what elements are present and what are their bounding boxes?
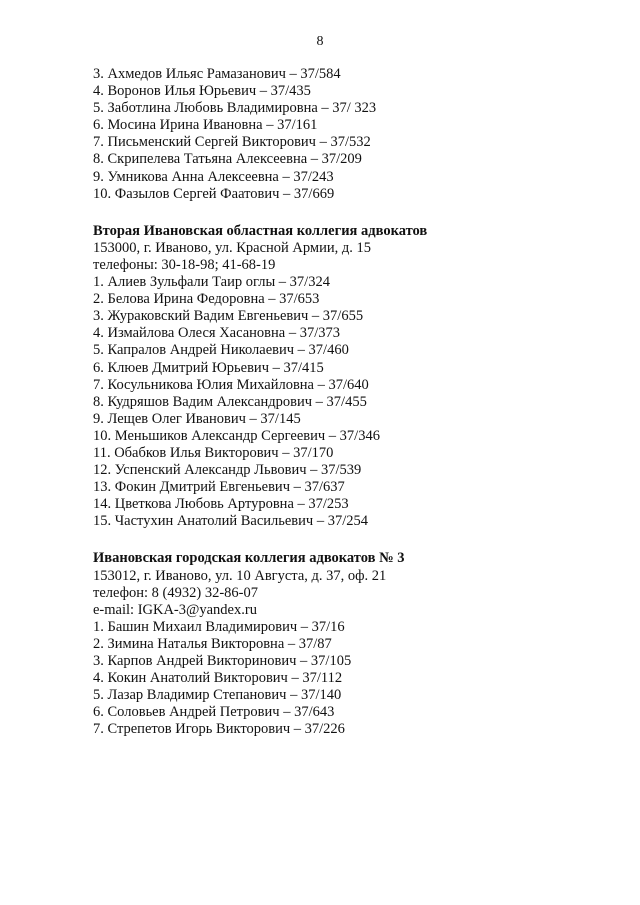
list-item: 5. Заботлина Любовь Владимировна – 37/ 323 bbox=[93, 100, 377, 117]
section-address: 153000, г. Иваново, ул. Красной Армии, д. 15 bbox=[93, 239, 371, 256]
list-item: 3. Жураковский Вадим Евгеньевич – 37/655 bbox=[93, 308, 364, 325]
list-item: 6. Клюев Дмитрий Юрьевич – 37/415 bbox=[93, 359, 324, 376]
list-item: 12. Успенский Александр Львович – 37/539 bbox=[93, 462, 362, 479]
section-spacer bbox=[93, 530, 613, 550]
list-item: 4. Воронов Илья Юрьевич – 37/435 bbox=[93, 83, 311, 100]
continued-member-list bbox=[93, 66, 613, 203]
section-second-regional-bar bbox=[93, 223, 613, 531]
section-spacer bbox=[93, 203, 613, 223]
list-item: 5. Капралов Андрей Николаевич – 37/460 bbox=[93, 342, 349, 359]
list-item: 14. Цветкова Любовь Артуровна – 37/253 bbox=[93, 496, 349, 513]
list-item: 2. Зимина Наталья Викторовна – 37/87 bbox=[93, 635, 332, 652]
list-item: 9. Умникова Анна Алексеевна – 37/243 bbox=[93, 168, 334, 185]
list-item: 7. Косульникова Юлия Михайловна – 37/640 bbox=[93, 376, 369, 393]
list-item: 11. Обабков Илья Викторович – 37/170 bbox=[93, 444, 334, 461]
list-item: 13. Фокин Дмитрий Евгеньевич – 37/637 bbox=[93, 479, 345, 496]
section-email: e-mail: IGKA-3@yandex.ru bbox=[93, 601, 257, 618]
list-item: 3. Ахмедов Ильяс Рамазанович – 37/584 bbox=[93, 66, 341, 82]
list-item: 10. Меньшиков Александр Сергеевич – 37/346 bbox=[93, 427, 380, 444]
list-item: 4. Кокин Анатолий Викторович – 37/112 bbox=[93, 670, 343, 687]
list-item: 8. Скрипелева Татьяна Алексеевна – 37/209 bbox=[93, 151, 362, 168]
page-number: 8 bbox=[316, 34, 324, 49]
list-item: 7. Письменский Сергей Викторович – 37/532 bbox=[93, 134, 371, 151]
section-phone: телефон: 8 (4932) 32-86-07 bbox=[93, 584, 258, 601]
list-item: 5. Лазар Владимир Степанович – 37/140 bbox=[93, 687, 342, 704]
document-body bbox=[93, 66, 613, 738]
section-title: Ивановская городская коллегия адвокатов № 3 bbox=[93, 550, 405, 567]
list-item: 4. Измайлова Олеся Хасановна – 37/373 bbox=[93, 325, 340, 342]
list-item: 10. Фазылов Сергей Фаатович – 37/669 bbox=[93, 185, 335, 202]
list-item: 2. Белова Ирина Федоровна – 37/653 bbox=[93, 291, 320, 308]
section-address: 153012, г. Иваново, ул. 10 Августа, д. 37, оф. 21 bbox=[93, 567, 387, 584]
list-item: 3. Карпов Андрей Викторинович – 37/105 bbox=[93, 653, 352, 669]
list-item: 7. Стрепетов Игорь Викторович – 37/226 bbox=[93, 721, 345, 738]
list-item: 9. Лещев Олег Иванович – 37/145 bbox=[93, 410, 301, 427]
section-title: Вторая Ивановская областная коллегия адвокатов bbox=[93, 222, 428, 239]
list-item: 1. Башин Михаил Владимирович – 37/16 bbox=[93, 618, 345, 635]
list-item: 8. Кудряшов Вадим Александрович – 37/455 bbox=[93, 393, 367, 410]
section-city-bar-3 bbox=[93, 550, 613, 738]
list-item: 1. Алиев Зульфали Таир оглы – 37/324 bbox=[93, 274, 330, 291]
list-item: 6. Мосина Ирина Ивановна – 37/161 bbox=[93, 117, 318, 134]
list-item: 6. Соловьев Андрей Петрович – 37/643 bbox=[93, 704, 335, 721]
list-item: 15. Частухин Анатолий Васильевич – 37/254 bbox=[93, 513, 368, 530]
section-phones: телефоны: 30-18-98; 41-68-19 bbox=[93, 256, 276, 273]
